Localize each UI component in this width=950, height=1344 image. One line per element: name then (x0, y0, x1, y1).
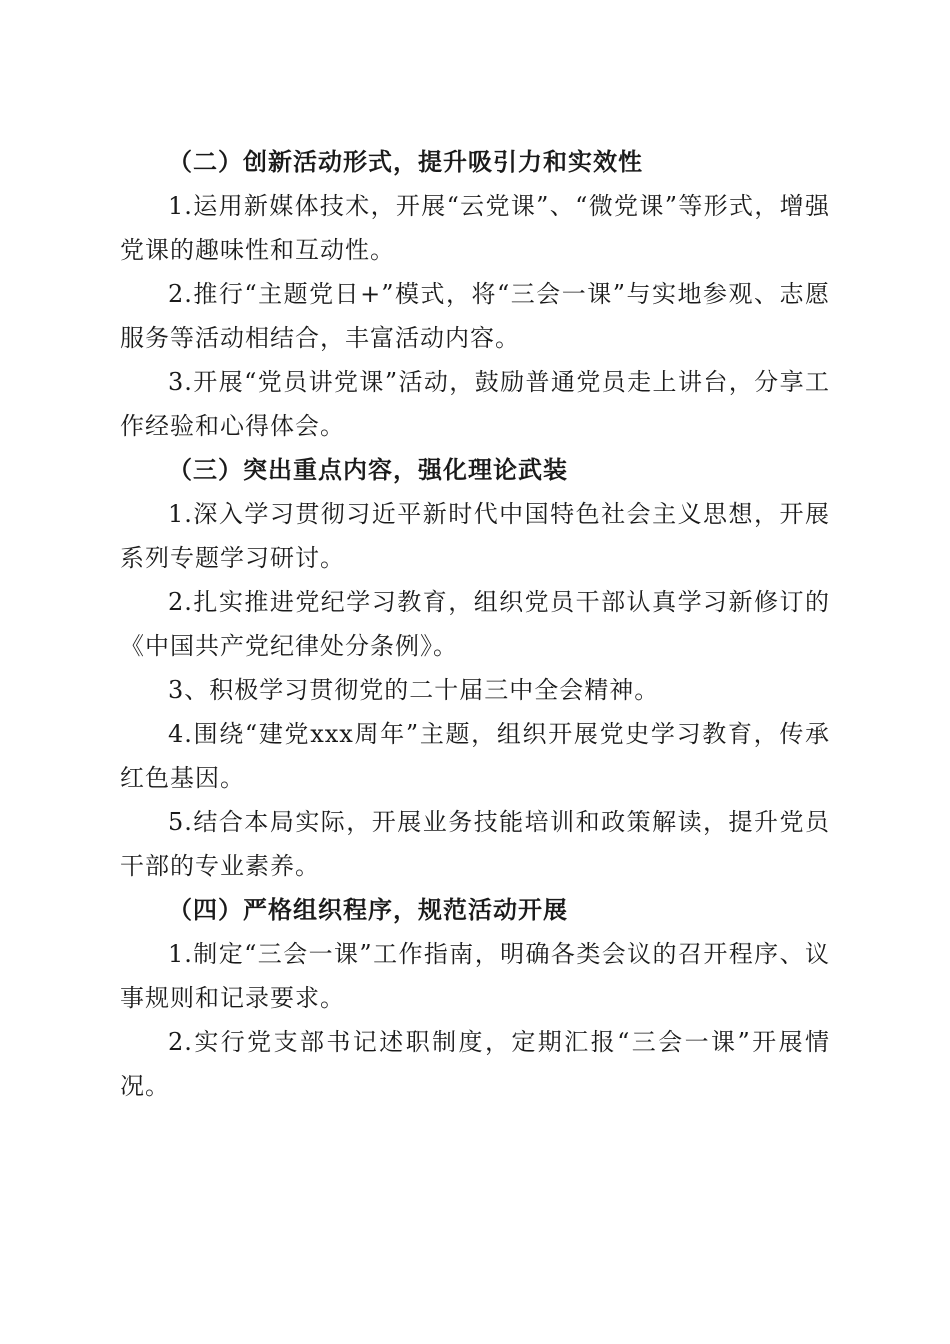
list-item: 3.开展“党员讲党课”活动，鼓励普通党员走上讲台，分享工作经验和心得体会。 (120, 368, 830, 440)
list-item: 4.围绕“建党xxx周年”主题，组织开展党史学习教育，传承红色基因。 (120, 720, 830, 792)
list-item: 1.深入学习贯彻习近平新时代中国特色社会主义思想，开展系列专题学习研讨。 (120, 500, 830, 572)
list-item: 2.实行党支部书记述职制度，定期汇报“三会一课”开展情况。 (120, 1028, 830, 1100)
list-item: 1.运用新媒体技术，开展“云党课”、“微党课”等形式，增强党课的趣味性和互动性。 (120, 192, 830, 264)
section-heading-4: （四）严格组织程序，规范活动开展 (168, 895, 568, 924)
list-item: 3、积极学习贯彻党的二十届三中全会精神。 (168, 676, 660, 704)
document-body (120, 140, 830, 1108)
section-heading-3: （三）突出重点内容，强化理论武装 (168, 455, 568, 484)
list-item: 1.制定“三会一课”工作指南，明确各类会议的召开程序、议事规则和记录要求。 (120, 940, 830, 1012)
list-item: 2.推行“主题党日+”模式，将“三会一课”与实地参观、志愿服务等活动相结合，丰富活动内容。 (120, 280, 830, 352)
list-item: 2.扎实推进党纪学习教育，组织党员干部认真学习新修订的《中国共产党纪律处分条例》。 (120, 588, 830, 660)
list-item: 5.结合本局实际，开展业务技能培训和政策解读，提升党员干部的专业素养。 (120, 808, 830, 880)
section-heading-2: （二）创新活动形式，提升吸引力和实效性 (168, 147, 643, 176)
